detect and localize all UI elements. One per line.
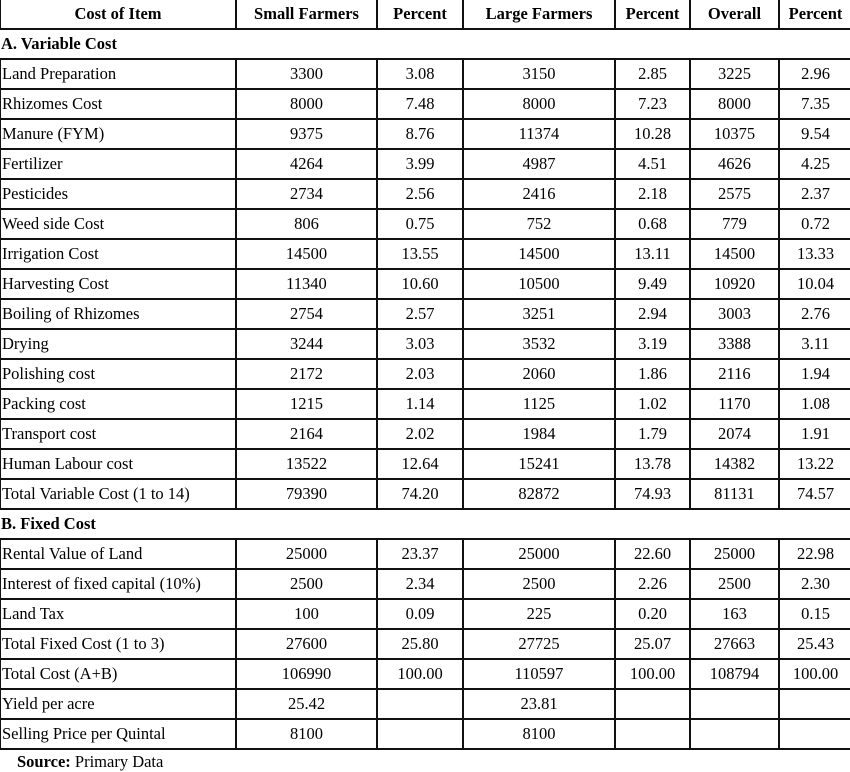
table-row (0, 719, 850, 749)
table-row (0, 179, 850, 209)
table-cell: 752 (463, 209, 615, 239)
table-cell: 10.04 (779, 269, 850, 299)
table-cell: 1.79 (615, 419, 690, 449)
table-cell: 25000 (690, 539, 779, 569)
table-cell: 27725 (463, 629, 615, 659)
table-cell: 1.08 (779, 389, 850, 419)
table-cell: 3300 (236, 59, 377, 89)
table-cell: 8100 (236, 719, 377, 749)
table-row (0, 599, 850, 629)
table-cell: 2060 (463, 359, 615, 389)
table-row (0, 209, 850, 239)
table-cell: 2.34 (377, 569, 463, 599)
table-cell: 10.28 (615, 119, 690, 149)
table-cell: 3.03 (377, 329, 463, 359)
column-header: Cost of Item (0, 0, 236, 29)
row-label: Total Variable Cost (1 to 14) (0, 479, 236, 509)
table-cell: 2500 (463, 569, 615, 599)
row-label: Polishing cost (0, 359, 236, 389)
table-cell: 8000 (463, 89, 615, 119)
table-cell: 8100 (463, 719, 615, 749)
table-row (0, 569, 850, 599)
table-cell: 1215 (236, 389, 377, 419)
table-cell: 22.98 (779, 539, 850, 569)
row-label: Weed side Cost (0, 209, 236, 239)
table-row (0, 629, 850, 659)
table-cell (377, 719, 463, 749)
table-cell: 3.19 (615, 329, 690, 359)
row-label: Boiling of Rhizomes (0, 299, 236, 329)
table-cell: 4626 (690, 149, 779, 179)
table-cell: 0.15 (779, 599, 850, 629)
table-cell: 2172 (236, 359, 377, 389)
table-cell: 1125 (463, 389, 615, 419)
table-cell: 1.91 (779, 419, 850, 449)
table-cell: 0.68 (615, 209, 690, 239)
table-cell: 2116 (690, 359, 779, 389)
row-label: Irrigation Cost (0, 239, 236, 269)
table-cell (615, 719, 690, 749)
table-cell: 806 (236, 209, 377, 239)
table-cell: 9375 (236, 119, 377, 149)
table-cell (377, 689, 463, 719)
table-cell: 9.54 (779, 119, 850, 149)
column-header: Percent (615, 0, 690, 29)
table-cell: 4.25 (779, 149, 850, 179)
section-title: A. Variable Cost (0, 29, 850, 59)
table-cell: 11374 (463, 119, 615, 149)
table-cell: 2.96 (779, 59, 850, 89)
section-header-row (0, 29, 850, 59)
table-cell: 2.57 (377, 299, 463, 329)
table-cell: 3225 (690, 59, 779, 89)
table-cell: 106990 (236, 659, 377, 689)
table-cell: 4.51 (615, 149, 690, 179)
table-row (0, 239, 850, 269)
table-cell: 9.49 (615, 269, 690, 299)
table-cell: 8.76 (377, 119, 463, 149)
table-cell: 3388 (690, 329, 779, 359)
table-cell: 1.14 (377, 389, 463, 419)
table-cell: 74.20 (377, 479, 463, 509)
table-cell: 0.09 (377, 599, 463, 629)
table-cell: 14382 (690, 449, 779, 479)
table-cell: 1.02 (615, 389, 690, 419)
table-cell: 74.57 (779, 479, 850, 509)
table-cell (690, 689, 779, 719)
table-cell: 2416 (463, 179, 615, 209)
table-cell: 3003 (690, 299, 779, 329)
table-cell: 2164 (236, 419, 377, 449)
table-row (0, 269, 850, 299)
row-label: Yield per acre (0, 689, 236, 719)
row-label: Land Preparation (0, 59, 236, 89)
source-text: Primary Data (70, 752, 164, 771)
table-cell: 2.02 (377, 419, 463, 449)
table-row (0, 689, 850, 719)
table-cell: 12.64 (377, 449, 463, 479)
table-cell: 13.55 (377, 239, 463, 269)
row-label: Harvesting Cost (0, 269, 236, 299)
table-cell: 10375 (690, 119, 779, 149)
table-cell: 1170 (690, 389, 779, 419)
table-cell: 2.56 (377, 179, 463, 209)
table-row (0, 59, 850, 89)
table-cell: 2754 (236, 299, 377, 329)
column-header: Small Farmers (236, 0, 377, 29)
row-label: Pesticides (0, 179, 236, 209)
table-cell: 2.37 (779, 179, 850, 209)
table-cell: 7.23 (615, 89, 690, 119)
table-cell: 2074 (690, 419, 779, 449)
row-label: Manure (FYM) (0, 119, 236, 149)
row-label: Drying (0, 329, 236, 359)
table-row (0, 89, 850, 119)
table-cell: 2734 (236, 179, 377, 209)
table-cell: 13.11 (615, 239, 690, 269)
table-cell: 2500 (236, 569, 377, 599)
row-label: Land Tax (0, 599, 236, 629)
row-label: Selling Price per Quintal (0, 719, 236, 749)
table-row (0, 539, 850, 569)
table-cell: 7.48 (377, 89, 463, 119)
table-cell: 3.11 (779, 329, 850, 359)
table-cell: 81131 (690, 479, 779, 509)
section-header-row (0, 509, 850, 539)
table-cell: 2.76 (779, 299, 850, 329)
table-cell: 25.42 (236, 689, 377, 719)
table-cell: 14500 (690, 239, 779, 269)
table-cell (779, 719, 850, 749)
table-cell: 225 (463, 599, 615, 629)
table-cell: 2.26 (615, 569, 690, 599)
column-header: Large Farmers (463, 0, 615, 29)
table-cell: 0.20 (615, 599, 690, 629)
table-cell: 25000 (236, 539, 377, 569)
table-row (0, 329, 850, 359)
row-label: Rental Value of Land (0, 539, 236, 569)
table-row (0, 149, 850, 179)
section-title: B. Fixed Cost (0, 509, 850, 539)
table-cell: 100.00 (779, 659, 850, 689)
table-cell: 100.00 (377, 659, 463, 689)
table-cell: 0.72 (779, 209, 850, 239)
table-cell: 25000 (463, 539, 615, 569)
table-cell: 79390 (236, 479, 377, 509)
table-cell: 2.18 (615, 179, 690, 209)
table-cell: 13522 (236, 449, 377, 479)
table-cell: 10920 (690, 269, 779, 299)
table-cell: 163 (690, 599, 779, 629)
table-header-row (0, 0, 850, 29)
row-label: Human Labour cost (0, 449, 236, 479)
table-cell: 100 (236, 599, 377, 629)
table-cell: 27600 (236, 629, 377, 659)
table-cell: 23.81 (463, 689, 615, 719)
table-cell: 108794 (690, 659, 779, 689)
table-cell: 779 (690, 209, 779, 239)
table-cell: 3.99 (377, 149, 463, 179)
table-cell: 2.30 (779, 569, 850, 599)
table-cell: 11340 (236, 269, 377, 299)
table-cell: 25.43 (779, 629, 850, 659)
table-cell: 13.78 (615, 449, 690, 479)
table-cell: 110597 (463, 659, 615, 689)
row-label: Total Cost (A+B) (0, 659, 236, 689)
table-cell: 10.60 (377, 269, 463, 299)
table-row (0, 389, 850, 419)
table-row (0, 359, 850, 389)
table-cell: 1.94 (779, 359, 850, 389)
table-row (0, 449, 850, 479)
table-cell: 100.00 (615, 659, 690, 689)
table-cell (690, 719, 779, 749)
table-cell: 3251 (463, 299, 615, 329)
table-row (0, 299, 850, 329)
table-row (0, 479, 850, 509)
column-header: Percent (377, 0, 463, 29)
table-cell: 3.08 (377, 59, 463, 89)
table-cell: 25.80 (377, 629, 463, 659)
table-cell (779, 689, 850, 719)
table-cell: 8000 (690, 89, 779, 119)
table-cell: 14500 (463, 239, 615, 269)
table-cell: 0.75 (377, 209, 463, 239)
row-label: Interest of fixed capital (10%) (0, 569, 236, 599)
row-label: Transport cost (0, 419, 236, 449)
table-cell: 2.03 (377, 359, 463, 389)
table-cell: 13.33 (779, 239, 850, 269)
table-cell: 27663 (690, 629, 779, 659)
row-label: Total Fixed Cost (1 to 3) (0, 629, 236, 659)
table-cell: 1.86 (615, 359, 690, 389)
table-cell: 10500 (463, 269, 615, 299)
table-cell: 82872 (463, 479, 615, 509)
source-note (0, 752, 850, 772)
table-cell: 7.35 (779, 89, 850, 119)
table-cell (615, 689, 690, 719)
table-cell: 15241 (463, 449, 615, 479)
row-label: Fertilizer (0, 149, 236, 179)
table-cell: 4987 (463, 149, 615, 179)
table-cell: 1984 (463, 419, 615, 449)
row-label: Rhizomes Cost (0, 89, 236, 119)
table-cell: 14500 (236, 239, 377, 269)
table-cell: 3244 (236, 329, 377, 359)
column-header: Overall (690, 0, 779, 29)
table-cell: 3532 (463, 329, 615, 359)
table-cell: 2.94 (615, 299, 690, 329)
column-header: Percent (779, 0, 850, 29)
table-row (0, 119, 850, 149)
row-label: Packing cost (0, 389, 236, 419)
table-cell: 74.93 (615, 479, 690, 509)
table-cell: 23.37 (377, 539, 463, 569)
table-cell: 22.60 (615, 539, 690, 569)
table-cell: 8000 (236, 89, 377, 119)
table-row (0, 419, 850, 449)
table-cell: 3150 (463, 59, 615, 89)
table-cell: 2575 (690, 179, 779, 209)
source-label: Source: (17, 752, 71, 771)
table-cell: 2500 (690, 569, 779, 599)
table-cell: 2.85 (615, 59, 690, 89)
table-cell: 25.07 (615, 629, 690, 659)
table-cell: 13.22 (779, 449, 850, 479)
table-row (0, 659, 850, 689)
table-cell: 4264 (236, 149, 377, 179)
